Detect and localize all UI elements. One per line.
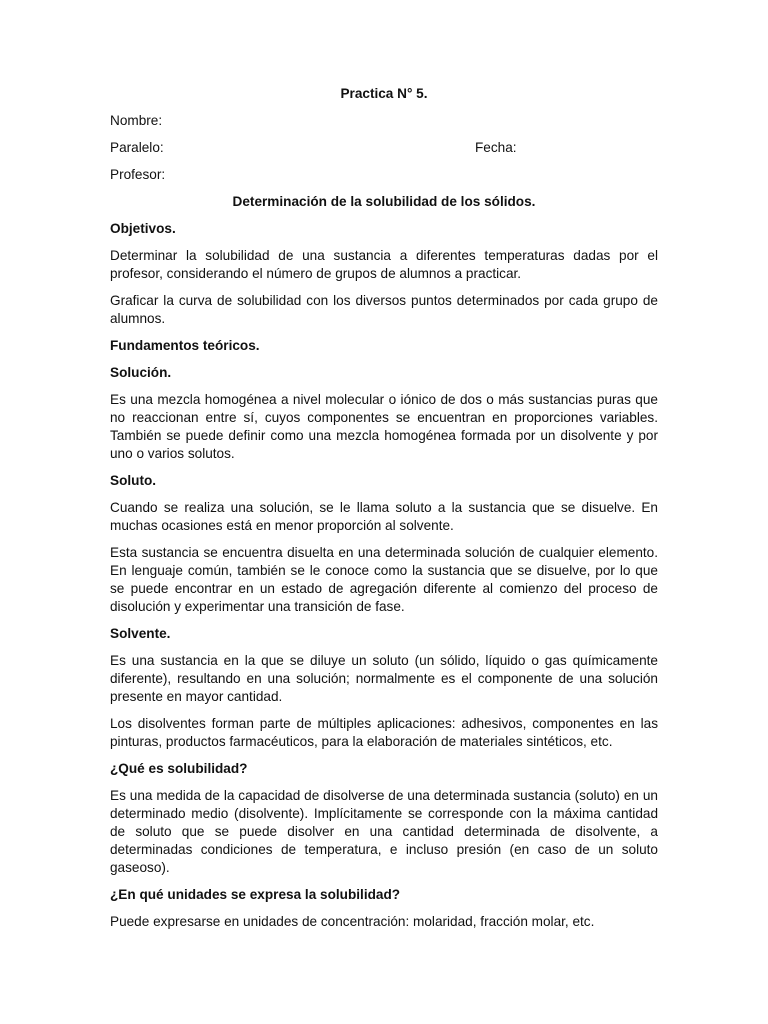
profesor-field xyxy=(110,166,658,184)
solubilidad-paragraph: Es una medida de la capacidad de disolverse de una determinada sustancia (soluto) en un determinado medio (disolvente). Implícitamente se corresponde con la máxima cantidad de soluto que se puede disolver en una cantidad determinada de disolvente, a determinadas condiciones de temperatura, e incluso presión (en caso de un soluto gaseoso). xyxy=(110,788,658,875)
objetivos-paragraph-2: Graficar la curva de solubilidad con los diversos puntos determinados por cada grupo de alumnos. xyxy=(110,293,658,326)
solvente-heading: Solvente. xyxy=(110,626,171,641)
solubilidad-heading: ¿Qué es solubilidad? xyxy=(110,761,248,776)
nombre-label: Nombre: xyxy=(110,113,163,128)
profesor-label: Profesor: xyxy=(110,167,166,182)
soluto-paragraph-1: Cuando se realiza una solución, se le llama soluto a la sustancia que se disuelve. En muchas ocasiones está en menor proporción al solvente. xyxy=(110,500,658,533)
solvente-paragraph-2: Los disolventes forman parte de múltiples aplicaciones: adhesivos, componentes en las pinturas, productos farmacéuticos, para la elaboración de materiales sintéticos, etc. xyxy=(110,716,658,749)
unidades-paragraph: Puede expresarse en unidades de concentración: molaridad, fracción molar, etc. xyxy=(110,914,595,929)
document-body xyxy=(110,85,658,940)
nombre-field xyxy=(110,112,658,130)
soluto-paragraph-2: Esta sustancia se encuentra disuelta en una determinada solución de cualquier elemento. En lenguaje común, también se le conoce como la sustancia que se disuelve, por lo que se puede encontrar en un estado de agregación diferente al comienzo del proceso de disolución y experimentar una transición de fase. xyxy=(110,545,658,614)
solucion-paragraph: Es una mezcla homogénea a nivel molecular o iónico de dos o más sustancias puras que no reaccionan entre sí, cuyos componentes se encuentran en proporciones variables. También se puede definir como una mezcla homogénea formada por un disolvente y por uno o varios solutos. xyxy=(110,392,658,461)
paralelo-label: Paralelo: xyxy=(110,140,164,155)
soluto-heading: Soluto. xyxy=(110,473,157,488)
unidades-heading: ¿En qué unidades se expresa la solubilidad? xyxy=(110,887,401,902)
solucion-heading: Solución. xyxy=(110,365,172,380)
objetivos-heading: Objetivos. xyxy=(110,221,176,236)
document-title: Practica N° 5. xyxy=(340,86,428,101)
objetivos-paragraph-1: Determinar la solubilidad de una sustancia a diferentes temperaturas dadas por el profesor, considerando el número de grupos de alumnos a practicar. xyxy=(110,248,658,281)
fundamentos-heading: Fundamentos teóricos. xyxy=(110,338,260,353)
fecha-label: Fecha: xyxy=(475,140,517,155)
paralelo-fecha-row xyxy=(110,139,658,157)
solvente-paragraph-1: Es una sustancia en la que se diluye un soluto (un sólido, líquido o gas químicamente diferente), resultando en una solución; normalmente es el componente de una solución presente en mayor cantidad. xyxy=(110,653,658,704)
document-subtitle: Determinación de la solubilidad de los sólidos. xyxy=(232,194,536,209)
